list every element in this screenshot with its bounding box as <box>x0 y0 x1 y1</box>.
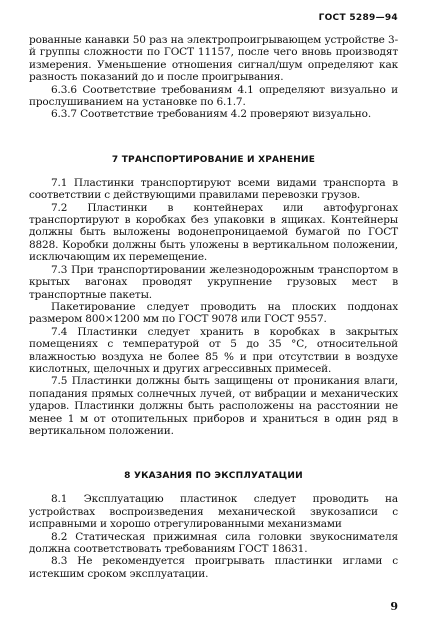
section-7-heading: 7 ТРАНСПОРТИРОВАНИЕ И ХРАНЕНИЕ <box>111 154 316 165</box>
document-number: ГОСТ 5289—94 <box>318 13 398 23</box>
page-content <box>29 34 398 580</box>
paragraph-6-3-7: 6.3.7 Соответствие требованиям 4.2 проверяют визуально. <box>51 108 372 121</box>
page-number: 9 <box>390 600 398 613</box>
paragraph-pallet: Пакетирование следует проводить на плоских поддонах размером 800×1200 мм по ГОСТ 9078 или ГОСТ 9557. <box>29 300 398 326</box>
paragraph-8-2: 8.2 Статическая прижимная сила головки звукоснимателя должна соответствовать требованиям ГОСТ 18631. <box>29 530 398 555</box>
paragraph-7-5: 7.5 Пластинки должны быть защищены от проникания влаги, попадания прямых солнечных лучей, от вибрации и механических ударов. Пластинки должны быть расположены на расстоянии не менее 1 м от отопительных приборов и храниться в один ряд в вертикальном положении. <box>29 375 398 437</box>
paragraph-7-3: 7.3 При транспортировании железнодорожным транспортом в крытых вагонах проводят укрупнение грузовых мест в транспортные пакеты. <box>29 263 398 301</box>
paragraph-7-1: 7.1 Пластинки транспортируют всеми видами транспорта в соответствии с действующими правилами перевозки грузов. <box>29 176 398 202</box>
paragraph-8-1: 8.1 Эксплуатацию пластинок следует проводить на устройствах воспроизведения механической звукозаписи с исправными и хорошо отрегулированными механизмами <box>29 493 398 531</box>
paragraph-7-4: 7.4 Пластинки следует хранить в коробках в закрытых помещениях с температурой от 5 до 35 °С, относительной влажностью воздуха не более 85 % и при отсутствии в воздухе кислотных, щелочных и других агрессивных примесей. <box>29 325 398 375</box>
paragraph-8-3: 8.3 Не рекомендуется проигрывать пластинки иглами с истекшим сроком эксплуатации. <box>29 555 398 580</box>
section-8-heading: 8 УКАЗАНИЯ ПО ЭКСПЛУАТАЦИИ <box>124 471 303 482</box>
paragraph-7-2: 7.2 Пластинки в контейнерах или автофургонах транспортируют в коробках без упаковки в ящиках. Контейнеры должны быть выложены водонепроницаемой бумагой по ГОСТ 8828. Коробки должны быть уложены в вертикальном положении, исключающим их перемещение. <box>29 201 398 264</box>
paragraph-6-3-6: 6.3.6 Соответствие требованиям 4.1 определяют визуально и прослушиванием на установке по 6.1.7. <box>29 83 398 109</box>
paragraph-continuation: рованные канавки 50 раз на электропроигрывающем устройстве 3-й группы сложности по ГОСТ 11157, после чего вновь производят измерения. Уменьшение отношения сигнал/шум определяют как разность показаний до и после проигрывания. <box>29 34 398 84</box>
